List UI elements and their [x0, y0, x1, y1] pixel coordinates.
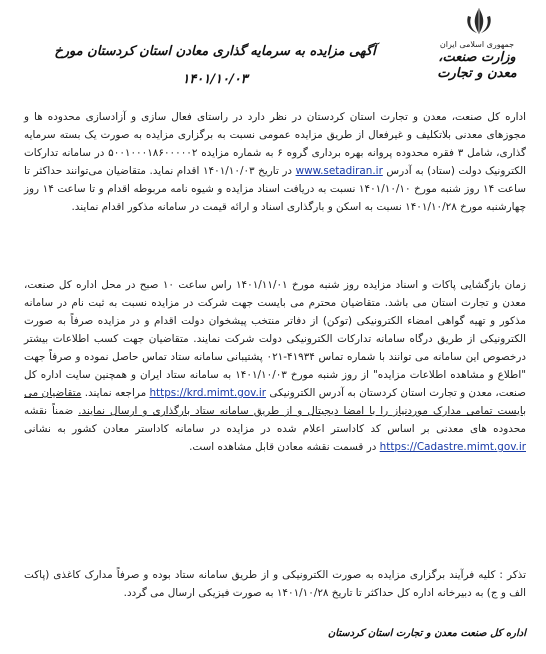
paragraph-opening-text-d: ضمناً نقشه محدوده های معدنی بر اساس کد کاداستر اعلام شده در مزایده در سامانه کاداستر معادن کشور به نشانی: [24, 405, 526, 435]
page-title: آگهی مزایده به سرمایه گذاری معادن استان کردستان مورخ ۱۴۰۱/۱۰/۰۳: [54, 44, 376, 87]
cadastre-link[interactable]: https://Cadastre.mimt.gov.ir: [379, 441, 526, 453]
signature: اداره کل صنعت معدن و تجارت استان کردستان: [327, 628, 526, 639]
paragraph-opening-text-a: زمان بازگشایی پاکات و اسناد مزایده روز شنبه مورخ ۱۴۰۱/۱۱/۰۱ راس ساعت ۱۰ صبح در محل اداره کل صنعت، معدن و تجارت استان می باشد. متقاضیان محترم می بایست جهت شرکت در مزایده نسبت به ثبت نام در سامانه مذکور و تهیه گواهی امضاء الکترونیکی (توکن) از دفاتر منتخب پیشخوان دولت اقدام و در مزایده صرفاً به صورت الکترونیکی از طریق درگاه سامانه تدارکات الکترونیکی دولت شرکت نمایند. متقاضیان جهت کسب اطلاعات بیشتر درخصوص این سامانه می توانند با شماره تماس ۴۱۹۳۴-۰۲۱ پشتیبانی سامانه ستاد تماس حاصل نموده و صرفاً جهت "اطلاع و مشاهده اطلاعات مزایده" از روز شنبه مورخ ۱۴۰۱/۱۰/۰۳ به سامانه ستاد ایران و همچنین سایت اداره کل صنعت، معدن و تجارت استان کردستان به آدرس الکترونیکی: [24, 279, 526, 399]
paragraph-opening: [24, 276, 526, 456]
ministry-logo: [422, 40, 532, 82]
ministry-name: وزارت صنعت، معدن و تجارت: [437, 50, 517, 81]
setad-link[interactable]: www.setadiran.ir: [295, 165, 383, 177]
krd-link[interactable]: https://krd.mimt.gov.ir: [149, 387, 266, 399]
paragraph-note-text: تذکر : کلیه فرآیند برگزاری مزایده به صورت الکترونیکی و از طریق سامانه ستاد بوده و صرفاً مدارک کاغذی (پاکت الف و ج) به دبیرخانه اداره کل حداکثر تا تاریخ ۱۴۰۱/۱۰/۲۸ به صورت فیزیکی ارسال می گردد.: [24, 569, 526, 599]
paragraph-intro-text-b: در تاریخ ۱۴۰۱/۱۰/۰۳ اقدام نماید. متقاضیان می‌توانند حداکثر تا ساعت ۱۴ روز شنبه مورخ ۱۴۰۱/۱۰/۱۰ نسبت به دریافت اسناد مزایده و شیوه نامه مربوطه اقدام و تا ساعت ۱۴ روز چهارشنبه مورخ ۱۴۰۱/۱۰/۲۸ نسبت به اسکن و بارگذاری اسناد و ارائه قیمت در سامانه مذکور اقدام نمایند.: [24, 165, 526, 213]
paragraph-opening-text-e: در قسمت نقشه معادن قابل مشاهده است.: [189, 441, 377, 453]
republic-label: جمهوری اسلامی ایران: [439, 40, 515, 49]
iran-emblem-icon: [462, 6, 496, 36]
paragraph-opening-text-c: متقاضیان می بایست تمامی مدارک موردنیاز را با امضا دیجیتال و از طریق سامانه ستاد بارگذاری و ارسال نمایند.: [24, 387, 526, 417]
paragraph-intro-text-a: اداره کل صنعت، معدن و تجارت استان کردستان در نظر دارد در راستای فعال سازی و آزادسازی محدوده ها و مجوزهای معدنی بلاتکلیف و غیرفعال از طریق مزایده عمومی نسبت به برگزاری مزایده به صورت یک بسته سرمایه گذاری، شامل ۳ فقره محدوده پروانه بهره برداری گروه ۶ به شماره مزایده ۵۰۰۱۰۰۰۱۸۶۰۰۰۰۰۲ در سامانه تدارکات الکترونیک دولت (ستاد) به آدرس: [24, 111, 526, 177]
paragraph-note: [24, 566, 526, 602]
paragraph-opening-text-b: مراجعه نمایند.: [84, 387, 147, 399]
paragraph-intro: [24, 108, 526, 216]
